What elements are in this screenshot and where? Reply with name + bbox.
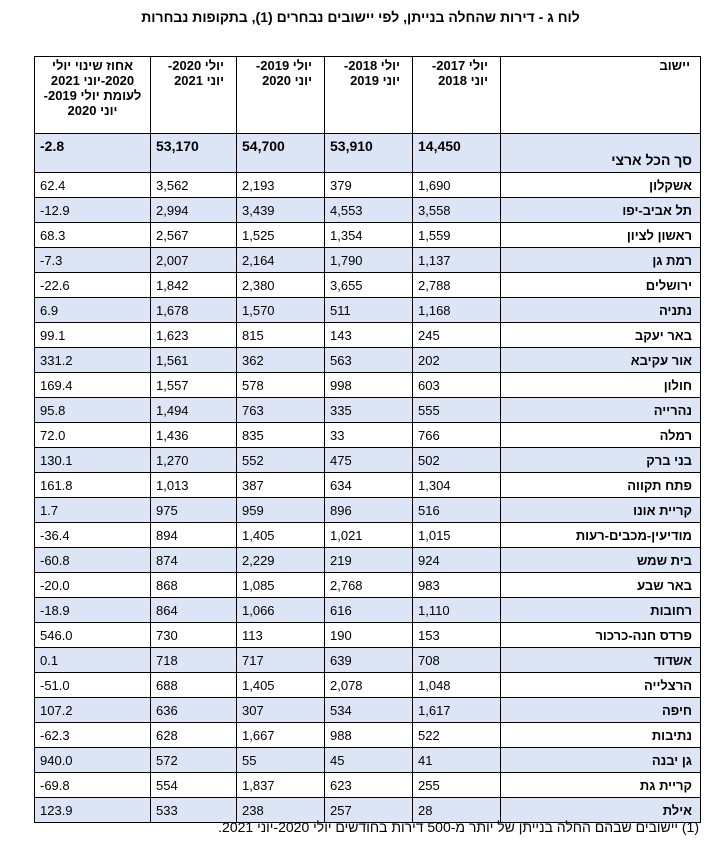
cell-period-2019: 2,078 [325, 673, 413, 698]
cell-period-2021: 53,170 [151, 134, 237, 173]
table-row [35, 598, 701, 623]
table-row [35, 373, 701, 398]
cell-period-2018: 1,015 [413, 523, 501, 548]
cell-period-2019: 475 [325, 448, 413, 473]
cell-change: -20.0 [35, 573, 151, 598]
cell-period-2018: 555 [413, 398, 501, 423]
cell-settlement: אשקלון [501, 173, 701, 198]
cell-period-2021: 2,567 [151, 223, 237, 248]
cell-period-2020: 387 [237, 473, 325, 498]
table-row [35, 273, 701, 298]
cell-period-2019: 988 [325, 723, 413, 748]
cell-period-2021: 3,562 [151, 173, 237, 198]
table-row [35, 773, 701, 798]
cell-period-2018: 1,690 [413, 173, 501, 198]
cell-period-2018: 28 [413, 798, 501, 823]
cell-period-2019: 45 [325, 748, 413, 773]
cell-period-2020: 238 [237, 798, 325, 823]
cell-period-2019: 379 [325, 173, 413, 198]
cell-period-2020: 717 [237, 648, 325, 673]
cell-settlement: בית שמש [501, 548, 701, 573]
cell-change: -22.6 [35, 273, 151, 298]
cell-period-2018: 983 [413, 573, 501, 598]
cell-period-2018: 766 [413, 423, 501, 448]
cell-period-2020: 362 [237, 348, 325, 373]
cell-change: 123.9 [35, 798, 151, 823]
cell-period-2020: 763 [237, 398, 325, 423]
cell-period-2020: 959 [237, 498, 325, 523]
table-row [35, 323, 701, 348]
cell-period-2021: 636 [151, 698, 237, 723]
cell-period-2021: 1,561 [151, 348, 237, 373]
cell-period-2019: 998 [325, 373, 413, 398]
header-row [35, 57, 701, 134]
cell-period-2021: 2,994 [151, 198, 237, 223]
header-settlement: יישוב [501, 57, 701, 134]
cell-period-2018: 1,168 [413, 298, 501, 323]
cell-period-2021: 1,270 [151, 448, 237, 473]
cell-period-2019: 511 [325, 298, 413, 323]
cell-period-2021: 874 [151, 548, 237, 573]
cell-period-2019: 616 [325, 598, 413, 623]
cell-period-2018: 3,558 [413, 198, 501, 223]
cell-period-2021: 533 [151, 798, 237, 823]
cell-period-2020: 2,229 [237, 548, 325, 573]
table-row [35, 673, 701, 698]
cell-settlement: אשדוד [501, 648, 701, 673]
cell-period-2020: 54,700 [237, 134, 325, 173]
cell-period-2021: 1,013 [151, 473, 237, 498]
total-row [35, 134, 701, 173]
cell-settlement: קריית אונו [501, 498, 701, 523]
cell-change: -62.3 [35, 723, 151, 748]
table-row [35, 298, 701, 323]
cell-settlement: נתיבות [501, 723, 701, 748]
cell-period-2021: 628 [151, 723, 237, 748]
cell-period-2018: 522 [413, 723, 501, 748]
cell-change: 130.1 [35, 448, 151, 473]
cell-settlement: אילת [501, 798, 701, 823]
cell-settlement: אור עקיבא [501, 348, 701, 373]
cell-period-2018: 1,559 [413, 223, 501, 248]
cell-change: 72.0 [35, 423, 151, 448]
cell-settlement: קריית גת [501, 773, 701, 798]
cell-period-2018: 1,304 [413, 473, 501, 498]
cell-change: 546.0 [35, 623, 151, 648]
table-row [35, 698, 701, 723]
cell-period-2021: 718 [151, 648, 237, 673]
cell-period-2018: 1,617 [413, 698, 501, 723]
table-row [35, 473, 701, 498]
cell-period-2019: 257 [325, 798, 413, 823]
cell-period-2020: 55 [237, 748, 325, 773]
cell-change: -7.3 [35, 248, 151, 273]
cell-period-2019: 563 [325, 348, 413, 373]
cell-period-2019: 623 [325, 773, 413, 798]
cell-period-2021: 688 [151, 673, 237, 698]
cell-settlement: מודיעין-מכבים-רעות [501, 523, 701, 548]
cell-period-2018: 202 [413, 348, 501, 373]
cell-change: 62.4 [35, 173, 151, 198]
cell-period-2019: 143 [325, 323, 413, 348]
cell-settlement: נתניה [501, 298, 701, 323]
footnote: (1) יישובים שבהם החלה בנייתן של יותר מ-500 דירות בחודשים יולי 2020-יוני 2021. [218, 819, 699, 835]
cell-period-2018: 603 [413, 373, 501, 398]
cell-change: -18.9 [35, 598, 151, 623]
cell-change: 1.7 [35, 498, 151, 523]
cell-period-2020: 552 [237, 448, 325, 473]
cell-period-2021: 864 [151, 598, 237, 623]
cell-settlement: חיפה [501, 698, 701, 723]
cell-period-2021: 1,436 [151, 423, 237, 448]
table-row [35, 623, 701, 648]
cell-change: 6.9 [35, 298, 151, 323]
cell-change: 161.8 [35, 473, 151, 498]
cell-period-2018: 708 [413, 648, 501, 673]
cell-period-2019: 335 [325, 398, 413, 423]
cell-period-2018: 41 [413, 748, 501, 773]
data-table [34, 56, 701, 823]
cell-period-2019: 219 [325, 548, 413, 573]
cell-period-2021: 572 [151, 748, 237, 773]
cell-period-2020: 578 [237, 373, 325, 398]
cell-period-2018: 502 [413, 448, 501, 473]
table-row [35, 648, 701, 673]
cell-period-2020: 3,439 [237, 198, 325, 223]
cell-settlement: גן יבנה [501, 748, 701, 773]
cell-period-2019: 896 [325, 498, 413, 523]
cell-change: 68.3 [35, 223, 151, 248]
cell-period-2019: 1,021 [325, 523, 413, 548]
cell-period-2019: 4,553 [325, 198, 413, 223]
cell-period-2020: 113 [237, 623, 325, 648]
cell-period-2019: 1,790 [325, 248, 413, 273]
cell-period-2020: 835 [237, 423, 325, 448]
cell-change: 99.1 [35, 323, 151, 348]
cell-settlement: רחובות [501, 598, 701, 623]
cell-period-2021: 868 [151, 573, 237, 598]
cell-period-2021: 554 [151, 773, 237, 798]
header-period-2019: יולי 2018- יוני 2019 [325, 57, 413, 134]
cell-period-2021: 1,623 [151, 323, 237, 348]
header-change: אחוז שינוי יולי 2020-יוני 2021 לעומת יולי 2019-יוני 2020 [35, 57, 151, 134]
cell-settlement: תל אביב-יפו [501, 198, 701, 223]
cell-change: 0.1 [35, 648, 151, 673]
table-row [35, 348, 701, 373]
cell-period-2019: 639 [325, 648, 413, 673]
cell-period-2020: 1,570 [237, 298, 325, 323]
cell-period-2019: 534 [325, 698, 413, 723]
cell-settlement: בני ברק [501, 448, 701, 473]
cell-change: 940.0 [35, 748, 151, 773]
cell-period-2020: 1,405 [237, 523, 325, 548]
cell-period-2019: 1,354 [325, 223, 413, 248]
cell-period-2019: 3,655 [325, 273, 413, 298]
cell-period-2020: 2,164 [237, 248, 325, 273]
page-title: לוח ג - דירות שהחלה בנייתן, לפי יישובים נבחרים (1), בתקופות נבחרות [141, 9, 580, 25]
table-row [35, 573, 701, 598]
table-row [35, 498, 701, 523]
cell-change: -36.4 [35, 523, 151, 548]
cell-settlement: סך הכל ארצי [501, 134, 701, 173]
cell-settlement: ירושלים [501, 273, 701, 298]
cell-period-2018: 1,048 [413, 673, 501, 698]
cell-period-2021: 1,494 [151, 398, 237, 423]
cell-period-2021: 975 [151, 498, 237, 523]
cell-period-2021: 2,007 [151, 248, 237, 273]
cell-settlement: רמת גן [501, 248, 701, 273]
cell-change: -2.8 [35, 134, 151, 173]
table-row [35, 198, 701, 223]
cell-period-2018: 245 [413, 323, 501, 348]
cell-period-2018: 516 [413, 498, 501, 523]
cell-period-2019: 634 [325, 473, 413, 498]
cell-period-2019: 190 [325, 623, 413, 648]
cell-period-2020: 1,066 [237, 598, 325, 623]
cell-period-2018: 153 [413, 623, 501, 648]
cell-change: 169.4 [35, 373, 151, 398]
cell-period-2018: 255 [413, 773, 501, 798]
header-period-2018: יולי 2017- יוני 2018 [413, 57, 501, 134]
cell-period-2020: 307 [237, 698, 325, 723]
cell-settlement: ראשון לציון [501, 223, 701, 248]
cell-change: -69.8 [35, 773, 151, 798]
cell-settlement: הרצלייה [501, 673, 701, 698]
table-row [35, 173, 701, 198]
table-row [35, 448, 701, 473]
cell-settlement: פרדס חנה-כרכור [501, 623, 701, 648]
cell-settlement: רמלה [501, 423, 701, 448]
cell-change: 107.2 [35, 698, 151, 723]
cell-period-2021: 1,678 [151, 298, 237, 323]
cell-period-2020: 1,525 [237, 223, 325, 248]
table-row [35, 423, 701, 448]
table-row [35, 523, 701, 548]
cell-period-2020: 1,837 [237, 773, 325, 798]
cell-period-2021: 894 [151, 523, 237, 548]
table-row [35, 723, 701, 748]
cell-change: 331.2 [35, 348, 151, 373]
cell-period-2021: 730 [151, 623, 237, 648]
cell-period-2019: 53,910 [325, 134, 413, 173]
cell-period-2021: 1,557 [151, 373, 237, 398]
cell-period-2018: 1,110 [413, 598, 501, 623]
cell-settlement: פתח תקווה [501, 473, 701, 498]
cell-period-2019: 33 [325, 423, 413, 448]
table-row [35, 398, 701, 423]
cell-settlement: באר יעקב [501, 323, 701, 348]
cell-settlement: באר שבע [501, 573, 701, 598]
cell-settlement: נהרייה [501, 398, 701, 423]
cell-change: 95.8 [35, 398, 151, 423]
header-period-2021: יולי 2020- יוני 2021 [151, 57, 237, 134]
cell-settlement: חולון [501, 373, 701, 398]
cell-period-2018: 924 [413, 548, 501, 573]
cell-period-2018: 14,450 [413, 134, 501, 173]
cell-period-2020: 1,667 [237, 723, 325, 748]
cell-period-2018: 1,137 [413, 248, 501, 273]
table-row [35, 748, 701, 773]
cell-period-2018: 2,788 [413, 273, 501, 298]
cell-period-2020: 2,380 [237, 273, 325, 298]
cell-change: -12.9 [35, 198, 151, 223]
cell-period-2020: 1,085 [237, 573, 325, 598]
header-period-2020: יולי 2019- יוני 2020 [237, 57, 325, 134]
cell-change: -60.8 [35, 548, 151, 573]
cell-period-2021: 1,842 [151, 273, 237, 298]
table-body [35, 134, 701, 823]
table-row [35, 548, 701, 573]
cell-period-2020: 815 [237, 323, 325, 348]
cell-period-2020: 1,405 [237, 673, 325, 698]
table-row [35, 223, 701, 248]
table-row [35, 248, 701, 273]
cell-period-2020: 2,193 [237, 173, 325, 198]
cell-change: -51.0 [35, 673, 151, 698]
cell-period-2019: 2,768 [325, 573, 413, 598]
